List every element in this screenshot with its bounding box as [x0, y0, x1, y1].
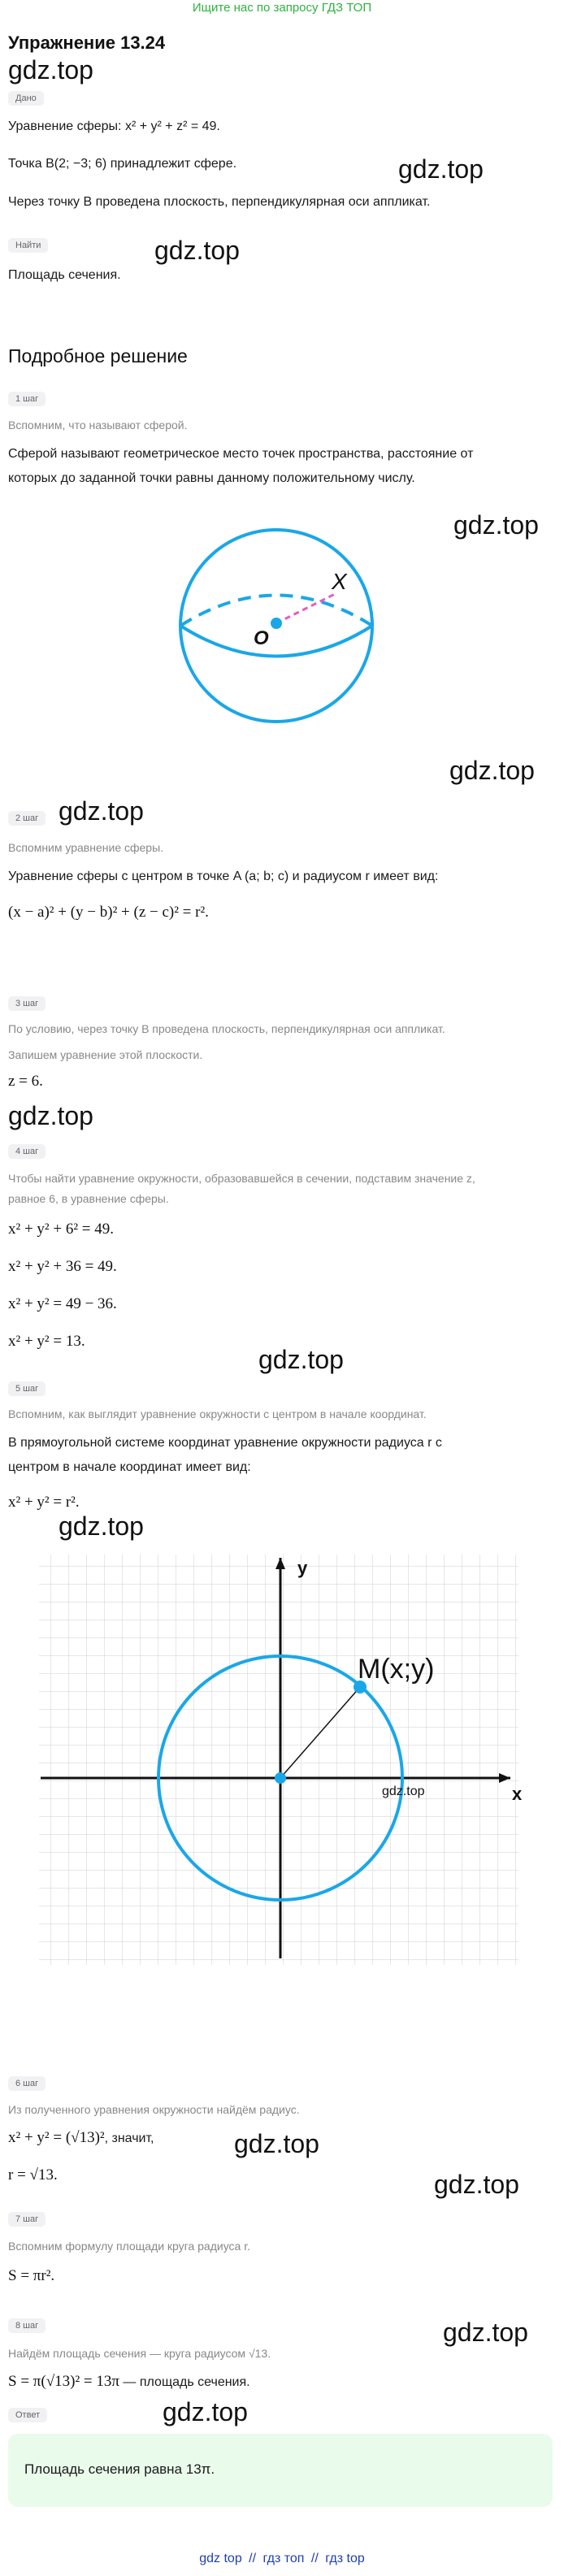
watermark: gdz.top — [8, 55, 93, 85]
find-text: Площадь сечения. — [8, 268, 121, 282]
watermark: gdz.top — [449, 756, 535, 785]
watermark: gdz.top — [59, 796, 144, 826]
radius-label: X — [332, 569, 347, 594]
inner-watermark: gdz.top — [382, 1785, 425, 1798]
step-badge: 1 шаг — [8, 392, 46, 406]
formula-plane: z = 6. — [8, 1073, 43, 1090]
given-badge: Дано — [8, 91, 44, 106]
given-plane: Через точку B проведена плоскость, перпендикулярная оси аппликат. — [8, 195, 431, 209]
formula-line: x² + y² = 49 − 36. — [8, 1295, 117, 1312]
answer-box — [8, 2434, 553, 2507]
top-banner[interactable]: Ищите нас по запросу ГДЗ ТОП — [192, 1, 372, 15]
step-hint: По условию, через точку B проведена плоскость, перпендикулярная оси аппликат. — [8, 1022, 445, 1035]
step-badge: 8 шаг — [8, 2318, 46, 2333]
formula-suffix: , значит, — [104, 2131, 154, 2145]
watermark: gdz.top — [59, 1511, 144, 1541]
answer-text: Площадь сечения равна 13π. — [24, 2461, 215, 2477]
y-axis-label: y — [297, 1558, 308, 1578]
formula-radius-line — [8, 2129, 154, 2147]
footer-link[interactable]: гдз top — [325, 2552, 365, 2565]
grid — [39, 1555, 518, 1965]
watermark: gdz.top — [443, 2318, 528, 2347]
step-hint: Вспомним, как выглядит уравнение окружности с центром в начале координат. — [8, 1407, 427, 1420]
given-sphere-equation: Уравнение сферы: x² + y² + z² = 49. — [8, 119, 220, 133]
find-badge: Найти — [8, 238, 48, 253]
formula-sphere: (x − a)² + (y − b)² + (z − c)² = r². — [8, 904, 209, 921]
step-text: В прямоугольной системе координат уравнение окружности радиуса r с — [8, 1436, 442, 1450]
step-hint: Из полученного уравнения окружности найдём радиус. — [8, 2103, 300, 2116]
step-hint: равное 6, в уравнение сферы. — [8, 1192, 169, 1205]
origin-point — [275, 1772, 286, 1784]
step-hint: Найдём площадь сечения — круга радиусом √13. — [8, 2347, 271, 2360]
watermark: gdz.top — [163, 2397, 248, 2426]
equator-front — [180, 626, 372, 657]
step-badge: 5 шаг — [8, 1381, 46, 1396]
footer-separator: // — [249, 2552, 257, 2565]
formula-line: x² + y² + 36 = 49. — [8, 1258, 117, 1275]
watermark: gdz.top — [258, 1345, 344, 1374]
exercise-title: Упражнение 13.24 — [8, 33, 166, 53]
step-hint: Вспомним формулу площади круга радиуса r. — [8, 2240, 250, 2253]
given-point: Точка B(2; −3; 6) принадлежит сфере. — [8, 157, 237, 171]
footer-separator: // — [310, 2552, 319, 2565]
step-hint: Запишем уравнение этой плоскости. — [8, 1048, 203, 1061]
watermark: gdz.top — [434, 2170, 519, 2199]
watermark: gdz.top — [234, 2129, 319, 2158]
formula-result-line — [8, 2373, 250, 2391]
x-axis-label: x — [512, 1784, 523, 1804]
watermark: gdz.top — [8, 1101, 93, 1130]
formula-r: r = √13. — [8, 2166, 58, 2184]
footer-links — [0, 2552, 564, 2566]
solution-heading: Подробное решение — [8, 345, 188, 366]
formula-area: S = πr². — [8, 2267, 55, 2284]
sphere-figure — [163, 524, 390, 727]
watermark: gdz.top — [453, 510, 539, 540]
step-text: которых до заданной точки равны данному положительному числу. — [8, 471, 415, 485]
watermark: gdz.top — [154, 236, 240, 265]
step-badge: 2 шаг — [8, 811, 46, 826]
formula-result: S = π(√13)² = 13π — [8, 2373, 119, 2390]
point-m-label: M(x;y) — [358, 1654, 435, 1685]
formula-line: x² + y² + 6² = 49. — [8, 1221, 114, 1238]
step-text: Сферой называют геометрическое место точек пространства, расстояние от — [8, 447, 474, 461]
step-badge: 3 шаг — [8, 996, 46, 1011]
formula-circle: x² + y² = r². — [8, 1494, 80, 1511]
formula-line: x² + y² = 13. — [8, 1333, 85, 1350]
watermark: gdz.top — [398, 154, 484, 184]
step-text: центром в начале координат имеет вид: — [8, 1460, 251, 1474]
footer-link[interactable]: gdz top — [199, 2552, 242, 2565]
step-badge: 7 шаг — [8, 2212, 46, 2227]
step-hint: Вспомним, что называют сферой. — [8, 418, 188, 432]
formula-suffix: — площадь сечения. — [119, 2375, 250, 2389]
formula-radius: x² + y² = (√13)² — [8, 2129, 105, 2146]
center-label: O — [254, 627, 269, 649]
step-badge: 6 шаг — [8, 2076, 46, 2091]
footer-link[interactable]: гдз топ — [262, 2552, 305, 2565]
step-text: Уравнение сферы с центром в точке A (a; b; c) и радиусом r имеет вид: — [8, 870, 439, 883]
step-hint: Вспомним уравнение сферы. — [8, 841, 164, 854]
center-point — [271, 618, 282, 629]
step-badge: 4 шаг — [8, 1144, 46, 1159]
coordinate-plane-figure — [33, 1548, 523, 1971]
step-hint: Чтобы найти уравнение окружности, образовавшейся в сечении, подставим значение z, — [8, 1172, 475, 1185]
answer-badge: Ответ — [8, 2408, 47, 2422]
